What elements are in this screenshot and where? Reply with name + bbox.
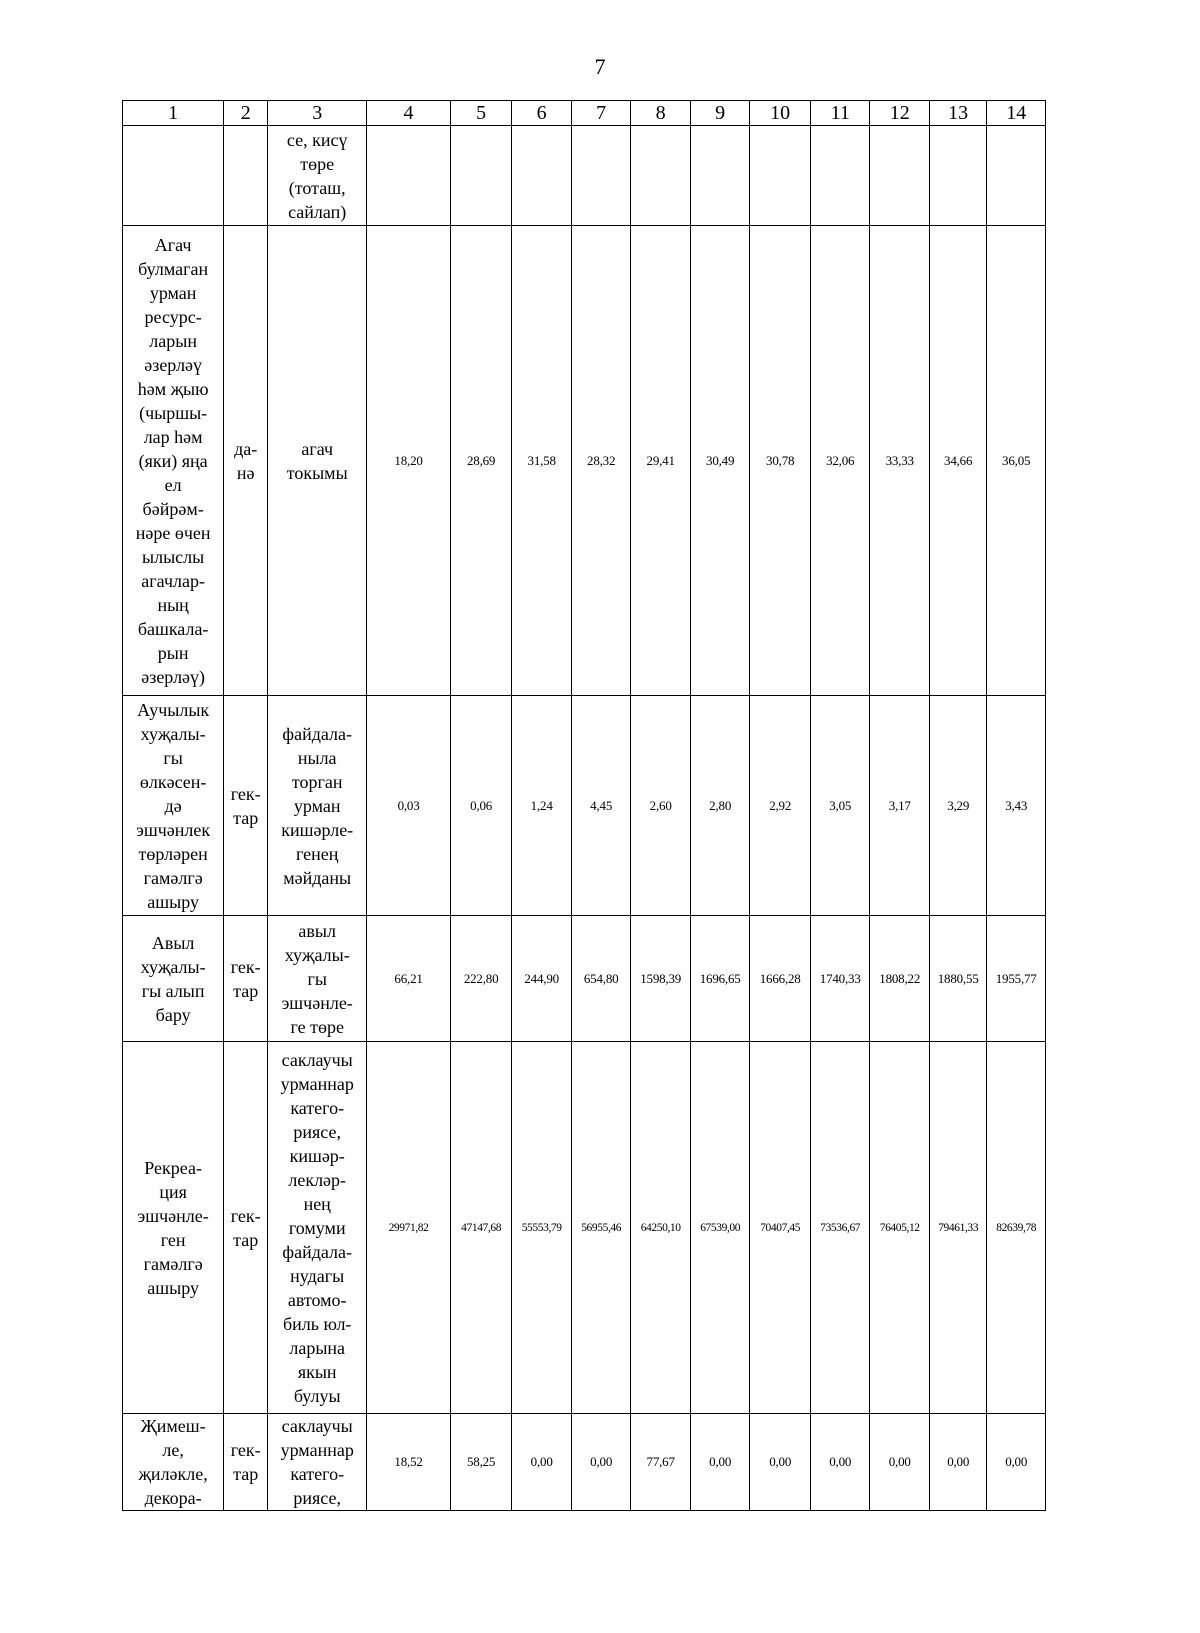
value-cell: 1666,28 (750, 916, 811, 1042)
value-cell: 4,45 (571, 696, 631, 916)
activity-cell: Авыл хуҗалы- гы алып бару (123, 916, 224, 1042)
value-cell: 3,29 (929, 696, 986, 916)
value-cell: 32,06 (810, 226, 870, 696)
value-cell: 29,41 (631, 226, 691, 696)
column-number: 13 (929, 101, 986, 126)
value-cell (810, 126, 870, 226)
value-cell: 67539,00 (690, 1042, 750, 1414)
value-cell: 0,00 (512, 1414, 572, 1511)
value-cell: 2,80 (690, 696, 750, 916)
column-number: 2 (224, 101, 268, 126)
table-row (123, 1042, 1046, 1414)
value-cell: 1740,33 (810, 916, 870, 1042)
value-cell: 0,00 (690, 1414, 750, 1511)
page-number: 7 (594, 54, 606, 79)
column-number: 7 (571, 101, 631, 126)
table-header-row (123, 101, 1046, 126)
value-cell: 55553,79 (512, 1042, 572, 1414)
value-cell: 2,60 (631, 696, 691, 916)
value-cell: 70407,45 (750, 1042, 811, 1414)
unit-cell: гек- тар (224, 1042, 268, 1414)
value-cell: 18,20 (367, 226, 451, 696)
unit-cell (224, 126, 268, 226)
value-cell (690, 126, 750, 226)
value-cell: 0,00 (571, 1414, 631, 1511)
activity-cell: Агач булмаган урман ресурс- ларын әзерләү һәм җыю (чыршы- лар һәм (яки) яңа ел бәйрәм- нәре өчен ылыслы агачлар- ның башкала- рын әзерләү) (123, 226, 224, 696)
column-number: 1 (123, 101, 224, 126)
value-cell: 1598,39 (631, 916, 691, 1042)
unit-cell: да- нә (224, 226, 268, 696)
activity-cell: Рекреа- ция эшчәнле- ген гамәлгә ашыру (123, 1042, 224, 1414)
column-number: 5 (450, 101, 512, 126)
value-cell: 3,05 (810, 696, 870, 916)
value-cell: 47147,68 (450, 1042, 512, 1414)
value-cell (512, 126, 572, 226)
value-cell: 1696,65 (690, 916, 750, 1042)
column-number: 10 (750, 101, 811, 126)
value-cell: 244,90 (512, 916, 572, 1042)
value-cell (450, 126, 512, 226)
column-number: 3 (268, 101, 367, 126)
value-cell: 33,33 (870, 226, 930, 696)
value-cell: 18,52 (367, 1414, 451, 1511)
value-cell (631, 126, 691, 226)
value-cell: 0,03 (367, 696, 451, 916)
unit-cell: гек- тар (224, 696, 268, 916)
value-cell (571, 126, 631, 226)
column-number: 4 (367, 101, 451, 126)
activity-cell: Җимеш- ле, җиләкле, декора- (123, 1414, 224, 1511)
value-cell: 73536,67 (810, 1042, 870, 1414)
table-row (123, 696, 1046, 916)
table-row (123, 126, 1046, 226)
indicator-cell: се, кисү төре (тоташ, сайлап) (268, 126, 367, 226)
value-cell: 0,00 (870, 1414, 930, 1511)
value-cell: 1955,77 (987, 916, 1046, 1042)
unit-cell: гек- тар (224, 916, 268, 1042)
value-cell: 1880,55 (929, 916, 986, 1042)
column-number: 6 (512, 101, 572, 126)
value-cell (929, 126, 986, 226)
value-cell: 76405,12 (870, 1042, 930, 1414)
value-cell: 66,21 (367, 916, 451, 1042)
value-cell: 2,92 (750, 696, 811, 916)
value-cell (870, 126, 930, 226)
value-cell: 34,66 (929, 226, 986, 696)
value-cell: 3,43 (987, 696, 1046, 916)
value-cell: 28,32 (571, 226, 631, 696)
value-cell: 36,05 (987, 226, 1046, 696)
value-cell: 654,80 (571, 916, 631, 1042)
value-cell: 79461,33 (929, 1042, 986, 1414)
value-cell: 3,17 (870, 696, 930, 916)
value-cell: 1808,22 (870, 916, 930, 1042)
indicator-cell: саклаучы урманнар катего- риясе, (268, 1414, 367, 1511)
value-cell: 64250,10 (631, 1042, 691, 1414)
value-cell: 82639,78 (987, 1042, 1046, 1414)
indicator-cell: саклаучы урманнар катего- риясе, кишәр- лекләр- нең гомуми файдала- нудагы автомо- биль юл- ларына якын булуы (268, 1042, 367, 1414)
value-cell: 28,69 (450, 226, 512, 696)
column-number: 9 (690, 101, 750, 126)
table-row (123, 226, 1046, 696)
column-number: 8 (631, 101, 691, 126)
activity-cell: Аучылык хуҗалы- гы өлкәсен- дә эшчәнлек төрләрен гамәлгә ашыру (123, 696, 224, 916)
data-table (122, 100, 1046, 1511)
value-cell: 0,00 (987, 1414, 1046, 1511)
value-cell: 1,24 (512, 696, 572, 916)
value-cell: 29971,82 (367, 1042, 451, 1414)
column-number: 11 (810, 101, 870, 126)
value-cell: 0,00 (929, 1414, 986, 1511)
indicator-cell: авыл хуҗалы- гы эшчәнле- ге төре (268, 916, 367, 1042)
value-cell (987, 126, 1046, 226)
value-cell: 56955,46 (571, 1042, 631, 1414)
value-cell: 58,25 (450, 1414, 512, 1511)
value-cell: 77,67 (631, 1414, 691, 1511)
value-cell: 0,00 (750, 1414, 811, 1511)
indicator-cell: агач токымы (268, 226, 367, 696)
value-cell: 30,49 (690, 226, 750, 696)
indicator-cell: файдала- ныла торган урман кишәрле- генең мәйданы (268, 696, 367, 916)
unit-cell: гек- тар (224, 1414, 268, 1511)
column-number: 14 (987, 101, 1046, 126)
value-cell (367, 126, 451, 226)
value-cell: 0,06 (450, 696, 512, 916)
activity-cell (123, 126, 224, 226)
value-cell: 222,80 (450, 916, 512, 1042)
table-row (123, 916, 1046, 1042)
table-row (123, 1414, 1046, 1511)
value-cell (750, 126, 811, 226)
value-cell: 0,00 (810, 1414, 870, 1511)
value-cell: 30,78 (750, 226, 811, 696)
value-cell: 31,58 (512, 226, 572, 696)
column-number: 12 (870, 101, 930, 126)
